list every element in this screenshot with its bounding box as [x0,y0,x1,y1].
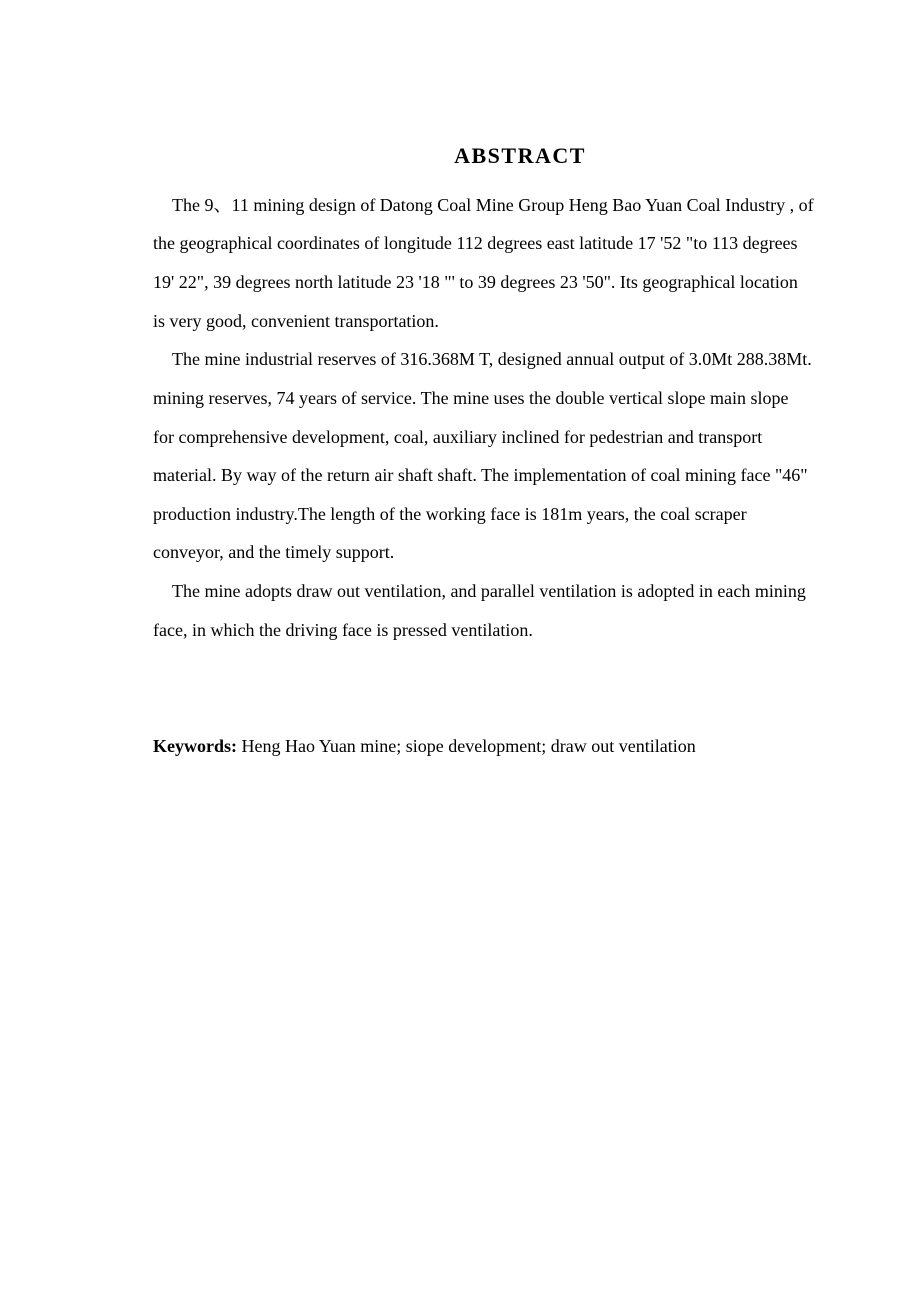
abstract-line-1: The 9、11 mining design of Datong Coal Mine Group Heng Bao Yuan Coal Industry , of [172,195,814,215]
abstract-line-6: mining reserves, 74 years of service. The mine uses the double vertical slope main slope [153,388,789,408]
abstract-line-5: The mine industrial reserves of 316.368M T, designed annual output of 3.0Mt 288.38Mt. [172,349,812,369]
abstract-title: ABSTRACT [454,143,586,168]
abstract-line-10: conveyor, and the timely support. [153,542,395,562]
abstract-line-4: is very good, convenient transportation. [153,311,439,331]
abstract-line-3: 19' 22", 39 degrees north latitude 23 '18 "' to 39 degrees 23 '50". Its geographical location [153,272,798,292]
keywords-line [153,734,696,758]
abstract-line-8: material. By way of the return air shaft shaft. The implementation of coal mining face "46" [153,465,808,485]
abstract-line-11: The mine adopts draw out ventilation, and parallel ventilation is adopted in each mining [172,581,806,601]
abstract-line-9: production industry.The length of the working face is 181m years, the coal scraper [153,504,747,524]
keywords-label: Keywords: [153,736,237,756]
abstract-line-12: face, in which the driving face is pressed ventilation. [153,620,533,640]
abstract-line-7: for comprehensive development, coal, auxiliary inclined for pedestrian and transport [153,427,763,447]
abstract-line-2: the geographical coordinates of longitude 112 degrees east latitude 17 '52 "to 113 degrees [153,233,798,253]
keywords-text: Heng Hao Yuan mine; siope development; draw out ventilation [237,736,696,756]
